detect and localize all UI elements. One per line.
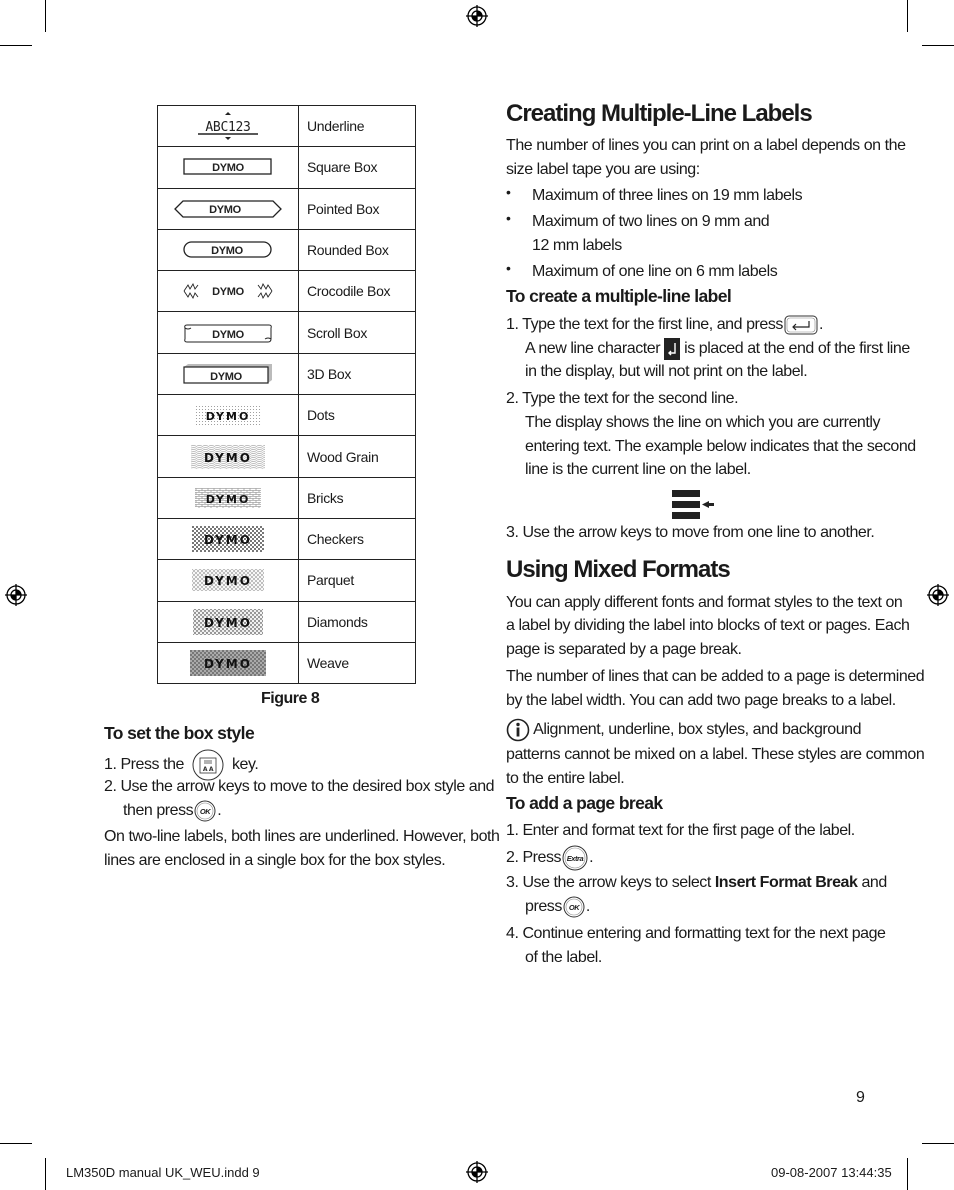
list-item: Maximum of two lines on 9 mm and xyxy=(532,213,770,230)
table-row xyxy=(158,518,416,559)
svg-text:Extra: Extra xyxy=(566,854,584,863)
box-style-name: 3D Box xyxy=(299,353,416,394)
bricks-sample xyxy=(158,477,299,518)
svg-text:ABC123: ABC123 xyxy=(205,120,251,136)
underline-sample xyxy=(158,106,299,147)
crop-mark xyxy=(907,0,908,32)
step-2-cont xyxy=(123,799,221,823)
svg-text:DYMO: DYMO xyxy=(210,370,242,383)
box-style-name: Dots xyxy=(299,395,416,436)
ok-key-icon xyxy=(193,799,217,823)
ok-key-icon xyxy=(562,895,586,919)
svg-text:OK: OK xyxy=(568,903,580,912)
body-text: lines are enclosed in a single box for the box styles. xyxy=(104,852,446,869)
wood-grain-sample xyxy=(158,436,299,477)
crop-mark xyxy=(922,45,954,46)
step-1-cont xyxy=(525,337,910,361)
svg-text:DYMO: DYMO xyxy=(204,450,252,465)
step-text: line is the current line on the label. xyxy=(525,461,751,478)
table-row xyxy=(158,312,416,353)
step-text: and xyxy=(861,874,887,891)
table-row xyxy=(158,147,416,188)
box-style-name: Pointed Box xyxy=(299,188,416,229)
diamonds-sample xyxy=(158,601,299,642)
box-style-name: Underline xyxy=(299,106,416,147)
svg-text:DYMO: DYMO xyxy=(212,162,244,175)
step-text: entering text. The example below indicates that the second xyxy=(525,438,916,455)
bullet-icon: • xyxy=(506,210,511,226)
box-style-name: Crocodile Box xyxy=(299,271,416,312)
step-text: The display shows the line on which you are currently xyxy=(525,414,881,431)
step-3 xyxy=(506,871,887,895)
box-style-name: Diamonds xyxy=(299,601,416,642)
step-text: press xyxy=(525,898,562,916)
step-text: is placed at the end of the first line xyxy=(684,340,910,357)
registration-mark-icon xyxy=(466,1161,488,1183)
parquet-sample xyxy=(158,560,299,601)
box-style-name: Parquet xyxy=(299,560,416,601)
crop-mark xyxy=(0,45,32,46)
svg-text:DYMO: DYMO xyxy=(204,615,252,630)
step-text: . xyxy=(217,802,222,820)
step-4: 4. Continue entering and formatting text for the next page xyxy=(506,925,886,942)
crop-mark xyxy=(922,1143,954,1144)
step-text: key. xyxy=(231,756,259,774)
box-style-name: Wood Grain xyxy=(299,436,416,477)
crop-mark xyxy=(45,1158,46,1190)
body-text: You can apply different fonts and format styles to the text on xyxy=(506,594,903,611)
checkers-sample xyxy=(158,518,299,559)
menu-option-name: Insert Format Break xyxy=(714,874,858,891)
table-row xyxy=(158,601,416,642)
body-text: The number of lines you can print on a label depends on the xyxy=(506,137,906,154)
step-text: of the label. xyxy=(525,949,602,966)
crop-mark xyxy=(45,0,46,32)
list-item: 12 mm labels xyxy=(532,237,622,254)
svg-text:DYMO: DYMO xyxy=(211,245,243,258)
step-text: then press xyxy=(123,802,194,820)
body-text: page is separated by a page break. xyxy=(506,641,742,658)
list-item: Maximum of three lines on 19 mm labels xyxy=(532,187,803,204)
step-text: . xyxy=(585,898,590,916)
step-text: 1. Type the text for the first line, and press xyxy=(506,316,783,333)
svg-text:A: A xyxy=(202,766,208,773)
bullet-icon: • xyxy=(506,184,511,200)
subheading: To create a multiple-line label xyxy=(506,286,732,306)
footer-timestamp: 09-08-2007 13:44:35 xyxy=(771,1165,892,1180)
crocodile-box-sample xyxy=(158,271,299,312)
registration-mark-icon xyxy=(5,584,27,606)
step-text: . xyxy=(589,849,594,867)
svg-text:DYMO: DYMO xyxy=(205,492,251,506)
registration-mark-icon xyxy=(466,5,488,27)
new-line-character-icon xyxy=(664,338,680,360)
svg-text:DYMO: DYMO xyxy=(205,410,251,424)
note-text: Alignment, underline, box styles, and background xyxy=(533,721,862,739)
svg-text:DYMO: DYMO xyxy=(212,328,244,341)
box-style-table xyxy=(157,105,416,684)
table-row xyxy=(158,477,416,518)
body-text: a label by dividing the label into blocks of text or pages. Each xyxy=(506,617,910,634)
rounded-box-sample xyxy=(158,229,299,270)
step-text: 2. Press xyxy=(506,849,562,867)
box-style-name: Scroll Box xyxy=(299,312,416,353)
table-row xyxy=(158,271,416,312)
box-style-name: Weave xyxy=(299,642,416,683)
step-text: A new line character xyxy=(525,340,661,357)
svg-text:A: A xyxy=(208,766,214,773)
box-style-name: Checkers xyxy=(299,518,416,559)
table-row xyxy=(158,353,416,394)
step-3: 3. Use the arrow keys to move from one line to another. xyxy=(506,524,875,541)
svg-text:DYMO: DYMO xyxy=(212,286,244,299)
step-2: 2. Type the text for the second line. xyxy=(506,390,739,407)
table-row xyxy=(158,395,416,436)
step-3-cont xyxy=(525,895,590,919)
bullet-icon: • xyxy=(506,260,511,276)
step-1: 1. Enter and format text for the first page of the label. xyxy=(506,822,855,839)
box-style-name: Square Box xyxy=(299,147,416,188)
svg-text:DYMO: DYMO xyxy=(204,533,252,548)
list-item: Maximum of one line on 6 mm labels xyxy=(532,263,778,280)
page-number: 9 xyxy=(856,1089,865,1106)
footer-filename: LM350D manual UK_WEU.indd 9 xyxy=(66,1165,260,1180)
note-text: to the entire label. xyxy=(506,770,625,787)
step-text: . xyxy=(818,316,823,333)
box-style-heading: To set the box style xyxy=(104,723,255,743)
body-text: On two-line labels, both lines are underlined. However, both xyxy=(104,828,500,845)
section-title: Using Mixed Formats xyxy=(506,556,730,583)
table-row xyxy=(158,106,416,147)
note xyxy=(506,718,861,742)
extra-key-icon xyxy=(561,845,589,871)
step-text: in the display, but will not print on the label. xyxy=(525,363,808,380)
svg-text:DYMO: DYMO xyxy=(204,657,252,671)
figure-caption: Figure 8 xyxy=(261,690,320,707)
table-row xyxy=(158,642,416,683)
note-text: patterns cannot be mixed on a label. These styles are common xyxy=(506,746,925,763)
scroll-box-sample xyxy=(158,312,299,353)
step-2 xyxy=(506,845,593,871)
crop-mark xyxy=(907,1158,908,1190)
step-text: 1. Press the xyxy=(104,756,184,774)
table-row xyxy=(158,560,416,601)
step-2: 2. Use the arrow keys to move to the desired box style and xyxy=(104,778,495,795)
enter-key-icon xyxy=(783,314,819,336)
body-text: size label tape you are using: xyxy=(506,161,700,178)
svg-text:OK: OK xyxy=(200,807,211,816)
info-icon xyxy=(506,718,530,742)
body-text: by the label width. You can add two page breaks to a label. xyxy=(506,692,896,709)
square-box-sample xyxy=(158,147,299,188)
box-style-name: Bricks xyxy=(299,477,416,518)
dots-sample xyxy=(158,395,299,436)
crop-mark xyxy=(0,1143,32,1144)
3d-box-sample xyxy=(158,353,299,394)
section-title: Creating Multiple-Line Labels xyxy=(506,100,812,127)
subheading: To add a page break xyxy=(506,793,663,813)
box-style-name: Rounded Box xyxy=(299,229,416,270)
table-row xyxy=(158,229,416,270)
current-line-indicator-icon xyxy=(672,489,716,521)
step-text: 3. Use the arrow keys to select xyxy=(506,874,711,891)
registration-mark-icon xyxy=(927,584,949,606)
body-text: The number of lines that can be added to a page is determined xyxy=(506,668,925,685)
step-1 xyxy=(506,313,823,337)
table-row xyxy=(158,436,416,477)
svg-text:DYMO: DYMO xyxy=(204,574,252,589)
pointed-box-sample xyxy=(158,188,299,229)
weave-sample xyxy=(158,642,299,683)
table-row xyxy=(158,188,416,229)
svg-text:DYMO: DYMO xyxy=(209,203,241,216)
